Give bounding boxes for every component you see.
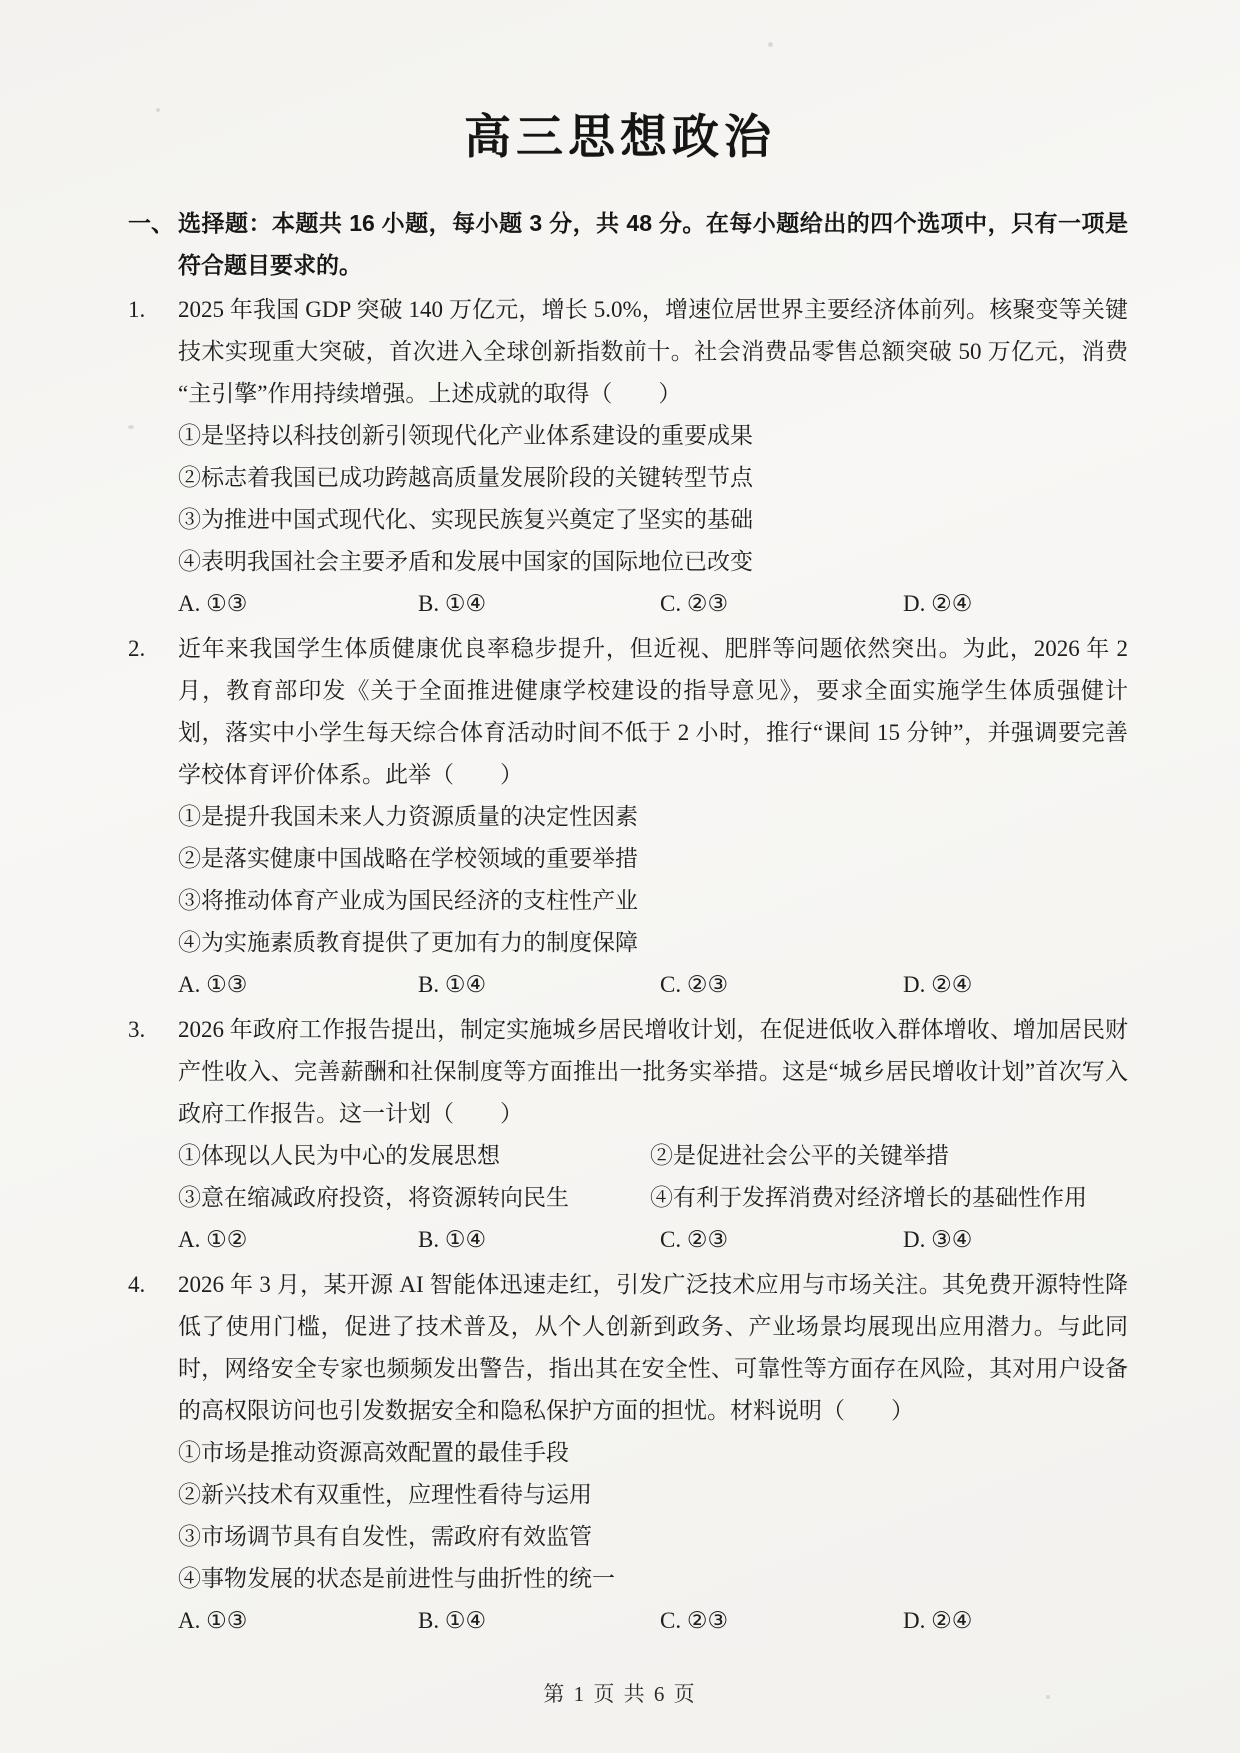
question-stem: 2026 年政府工作报告提出，制定实施城乡居民增收计划，在促进低收入群体增收、增加居民财产性收入、完善薪酬和社保制度等方面推出一批务实举措。这是“城乡居民增收计划”首次写入政府工作报告。这一计划（ ）	[178, 1017, 1128, 1126]
option-b: B. ①④	[418, 591, 487, 616]
question-number: 4.	[128, 1272, 146, 1297]
option-c: C. ②③	[660, 972, 729, 997]
question-2	[128, 628, 1128, 1006]
option-d: D. ②④	[903, 591, 973, 616]
section-header	[128, 202, 1128, 286]
statement-line: ①是坚持以科技创新引领现代化产业体系建设的重要成果	[178, 423, 753, 448]
question-1	[128, 289, 1128, 625]
options-row	[178, 583, 1128, 625]
question-number: 3.	[128, 1017, 146, 1042]
section-label: 一、	[128, 210, 174, 236]
option-b: B. ①④	[418, 1608, 487, 1633]
option-a: A. ①③	[178, 1608, 248, 1633]
option-b: B. ①④	[418, 1227, 487, 1252]
question-4	[128, 1264, 1128, 1642]
exam-body	[128, 202, 1128, 1642]
option-d: D. ③④	[903, 1227, 973, 1252]
option-a: A. ①③	[178, 972, 248, 997]
options-row	[178, 1600, 1128, 1642]
section-intro-text: 选择题：本题共 16 小题，每小题 3 分，共 48 分。在每小题给出的四个选项中，只有一项是符合题目要求的。	[178, 210, 1128, 278]
option-a: A. ①②	[178, 1227, 248, 1252]
statement-line: ④为实施素质教育提供了更加有力的制度保障	[178, 930, 638, 955]
scan-speck	[768, 42, 773, 47]
statement-line: ③市场调节具有自发性，需政府有效监管	[178, 1524, 592, 1549]
question-stem: 2025 年我国 GDP 突破 140 万亿元，增长 5.0%，增速位居世界主要经济体前列。核聚变等关键技术实现重大突破，首次进入全球创新指数前十。社会消费品零售总额突破 50 万亿元，消费“主引擎”作用持续增强。上述成就的取得（ ）	[178, 297, 1128, 406]
statement-line: ④事物发展的状态是前进性与曲折性的统一	[178, 1566, 615, 1591]
statement-grid	[178, 1135, 1128, 1219]
statement-line: ③将推动体育产业成为国民经济的支柱性产业	[178, 888, 638, 913]
statement-line: ④表明我国社会主要矛盾和发展中国家的国际地位已改变	[178, 549, 753, 574]
question-3	[128, 1009, 1128, 1261]
statement-line: ③意在缩减政府投资，将资源转向民生	[178, 1185, 569, 1210]
option-c: C. ②③	[660, 1227, 729, 1252]
statement-line: ④有利于发挥消费对经济增长的基础性作用	[650, 1185, 1087, 1210]
options-row	[178, 1219, 1128, 1261]
statement-line: ③为推进中国式现代化、实现民族复兴奠定了坚实的基础	[178, 507, 753, 532]
statement-line: ①体现以人民为中心的发展思想	[178, 1143, 500, 1168]
option-b: B. ①④	[418, 972, 487, 997]
question-stem: 2026 年 3 月，某开源 AI 智能体迅速走红，引发广泛技术应用与市场关注。其免费开源特性降低了使用门槛，促进了技术普及，从个人创新到政务、产业场景均展现出应用潜力。与此同时，网络安全专家也频频发出警告，指出其在安全性、可靠性等方面存在风险，其对用户设备的高权限访问也引发数据安全和隐私保护方面的担忧。材料说明（ ）	[178, 1272, 1128, 1423]
statement-line: ①是提升我国未来人力资源质量的决定性因素	[178, 804, 638, 829]
statement-line: ②是促进社会公平的关键举措	[650, 1143, 949, 1168]
page-title: 高三思想政治	[464, 110, 776, 163]
question-stem: 近年来我国学生体质健康优良率稳步提升，但近视、肥胖等问题依然突出。为此，2026 年 2 月，教育部印发《关于全面推进健康学校建设的指导意见》，要求全面实施学生体质强健计划，落实中小学生每天综合体育活动时间不低于 2 小时，推行“课间 15 分钟”，并强调要完善学校体育评价体系。此举（ ）	[178, 636, 1128, 787]
statement-line: ②新兴技术有双重性，应理性看待与运用	[178, 1482, 592, 1507]
statement-line: ①市场是推动资源高效配置的最佳手段	[178, 1440, 569, 1465]
option-d: D. ②④	[903, 1608, 973, 1633]
option-c: C. ②③	[660, 591, 729, 616]
options-row	[178, 964, 1128, 1006]
question-number: 2.	[128, 636, 146, 661]
option-a: A. ①③	[178, 591, 248, 616]
statement-line: ②标志着我国已成功跨越高质量发展阶段的关键转型节点	[178, 465, 753, 490]
question-number: 1.	[128, 297, 146, 322]
option-c: C. ②③	[660, 1608, 729, 1633]
statement-line: ②是落实健康中国战略在学校领域的重要举措	[178, 846, 638, 871]
option-d: D. ②④	[903, 972, 973, 997]
page-footer: 第 1 页 共 6 页	[543, 1682, 697, 1706]
